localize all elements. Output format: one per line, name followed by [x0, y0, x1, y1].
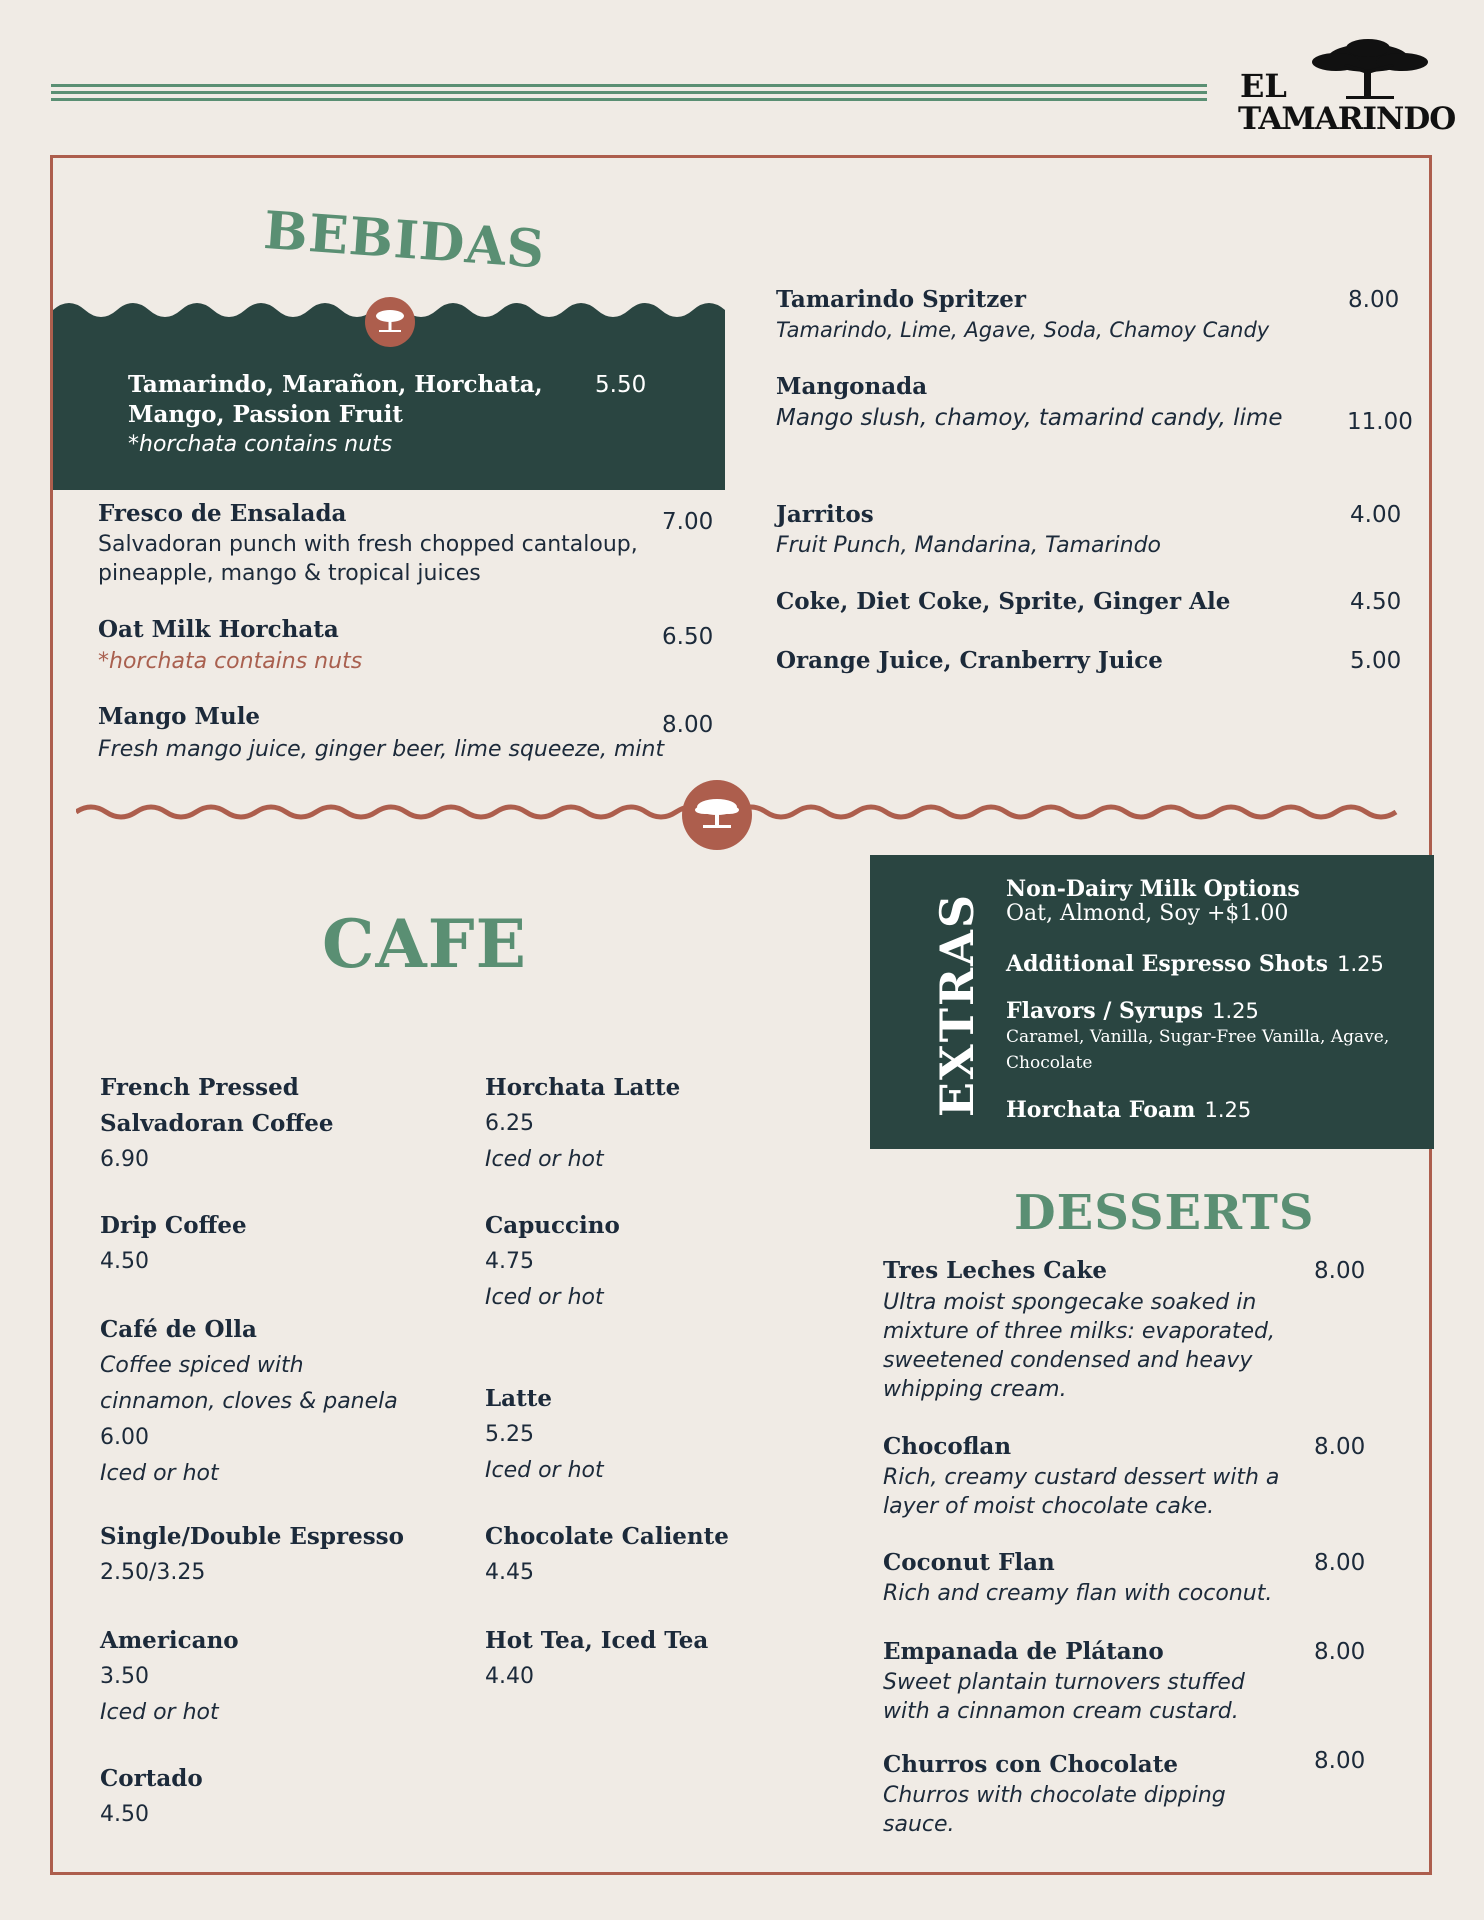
cafe-item [485, 1519, 825, 1591]
item-name: Cortado [100, 1765, 203, 1792]
tree-badge-icon [364, 296, 416, 348]
item-price: 6.25 [485, 1111, 534, 1136]
item-name: Chocolate Caliente [485, 1523, 729, 1550]
brand-line1: EL [1240, 67, 1287, 105]
extras-foam [1006, 1097, 1251, 1123]
header-stripe [51, 91, 1207, 94]
item-desc: Tamarindo, Lime, Agave, Soda, Chamoy Candy [776, 318, 1270, 342]
item-price: 4.00 [1350, 502, 1402, 528]
item-name: Coke, Diet Coke, Sprite, Ginger Ale [776, 588, 1231, 615]
item-name: Single/Double Espresso [100, 1523, 404, 1550]
cafe-item [100, 1623, 430, 1731]
item-name: Drip Coffee [100, 1212, 247, 1239]
item-desc: Coffee spiced with cinnamon, cloves & panela [100, 1353, 398, 1414]
item-price: 11.00 [1347, 409, 1413, 435]
aguas-frescas-name: Tamarindo, Marañon, Horchata, Mango, Passion Fruit [128, 371, 543, 428]
item-price: 4.45 [485, 1560, 534, 1585]
cafe-item [485, 1208, 815, 1316]
item-price: 6.50 [662, 624, 714, 650]
extras-espresso-name: Additional Espresso Shots [1006, 951, 1328, 977]
item-price: 8.00 [1314, 1258, 1366, 1284]
item-name: Hot Tea, Iced Tea [485, 1627, 709, 1654]
extras-espresso [1006, 951, 1384, 977]
item-name: Fresco de Ensalada [98, 500, 347, 527]
item-name: Tres Leches Cake [883, 1257, 1108, 1284]
header-stripe [51, 84, 1207, 87]
extras-espresso-price: 1.25 [1337, 952, 1384, 976]
item-name: Americano [100, 1627, 239, 1654]
extras-title: EXTRAS [930, 892, 984, 1118]
item-price: 8.00 [1314, 1434, 1366, 1460]
item-price: 5.00 [1350, 648, 1402, 674]
item-note: Iced or hot [485, 1147, 604, 1172]
item-name: Chocoflan [883, 1433, 1012, 1460]
item-price: 5.25 [485, 1422, 534, 1447]
extras-flavors-desc: Caramel, Vanilla, Sugar-Free Vanilla, Agave, Chocolate [1006, 1027, 1390, 1073]
item-price: 7.00 [662, 509, 714, 535]
item-desc: Mango slush, chamoy, tamarind candy, lime [776, 405, 1283, 431]
extras-flavors [1006, 998, 1259, 1024]
cafe-title: CAFE [322, 905, 527, 983]
item-price: 6.90 [100, 1147, 149, 1172]
item-price: 8.00 [1314, 1748, 1366, 1774]
item-note: Iced or hot [485, 1458, 604, 1483]
item-name: Mango Mule [98, 703, 261, 730]
desserts-title: DESSERTS [1014, 1185, 1315, 1241]
aguas-frescas-note: *horchata contains nuts [128, 432, 393, 457]
tree-badge-icon [681, 779, 753, 851]
extras-milk-desc: Oat, Almond, Soy +$1.00 [1006, 901, 1289, 926]
item-name: Orange Juice, Cranberry Juice [776, 647, 1163, 674]
cafe-item [485, 1623, 815, 1695]
item-price: 4.40 [485, 1664, 534, 1689]
item-price: 4.50 [1350, 589, 1402, 615]
item-price: 8.00 [1314, 1639, 1366, 1665]
cafe-item [100, 1070, 400, 1178]
item-price: 8.00 [1314, 1550, 1366, 1576]
brand-logo [1238, 38, 1456, 138]
item-price: 4.50 [100, 1802, 149, 1827]
item-desc: Rich and creamy flan with coconut. [883, 1581, 1273, 1606]
extras-milk-name: Non-Dairy Milk Options [1006, 876, 1300, 902]
item-name: Horchata Latte [485, 1074, 681, 1101]
item-desc: Churros with chocolate dipping sauce. [883, 1783, 1226, 1837]
extras-flavors-name: Flavors / Syrups [1006, 998, 1204, 1024]
item-name: Tamarindo Spritzer [776, 286, 1027, 313]
cafe-item [485, 1070, 815, 1178]
item-name: French Pressed Salvadoran Coffee [100, 1074, 334, 1137]
item-price: 6.00 [100, 1425, 149, 1450]
item-name: Capuccino [485, 1212, 620, 1239]
item-desc: Salvadoran punch with fresh chopped cantaloup, pineapple, mango & tropical juices [98, 532, 638, 586]
item-desc: Sweet plantain turnovers stuffed with a cinnamon cream custard. [883, 1670, 1245, 1724]
cafe-item [100, 1519, 440, 1591]
item-desc: Fresh mango juice, ginger beer, lime squeeze, mint [98, 737, 665, 762]
item-name: Café de Olla [100, 1316, 257, 1343]
cafe-item [485, 1381, 815, 1489]
extras-foam-name: Horchata Foam [1006, 1097, 1196, 1123]
cafe-item [100, 1208, 430, 1280]
item-name: Empanada de Plátano [883, 1638, 1164, 1665]
item-note: Iced or hot [100, 1700, 219, 1725]
item-note: Iced or hot [485, 1285, 604, 1310]
cafe-item [100, 1312, 430, 1492]
item-note: *horchata contains nuts [98, 649, 363, 674]
item-name: Churros con Chocolate [883, 1751, 1178, 1778]
cafe-item [100, 1761, 430, 1833]
item-name: Jarritos [776, 501, 874, 528]
item-desc: Fruit Punch, Mandarina, Tamarindo [776, 533, 1162, 558]
item-desc: Ultra moist spongecake soaked in mixture of three milks: evaporated, sweetened condensed and heavy whipping cream. [883, 1290, 1275, 1402]
item-name: Coconut Flan [883, 1549, 1055, 1576]
item-price: 8.00 [662, 712, 714, 738]
extras-foam-price: 1.25 [1204, 1098, 1252, 1122]
item-price: 3.50 [100, 1664, 149, 1689]
aguas-frescas-price: 5.50 [595, 372, 647, 398]
item-name: Latte [485, 1385, 552, 1412]
item-note: Iced or hot [100, 1461, 219, 1486]
extras-flavors-price: 1.25 [1212, 999, 1259, 1023]
bebidas-title: BEBIDAS [261, 200, 548, 281]
item-price: 8.00 [1348, 287, 1400, 313]
item-name: Oat Milk Horchata [98, 616, 339, 643]
header-stripe [51, 98, 1207, 101]
item-price: 4.75 [485, 1249, 534, 1274]
item-price: 2.50/3.25 [100, 1560, 206, 1585]
item-desc: Rich, creamy custard dessert with a layer of moist chocolate cake. [883, 1465, 1280, 1519]
item-name: Mangonada [776, 373, 928, 400]
brand-line2: TAMARINDO [1238, 101, 1456, 137]
item-price: 4.50 [100, 1249, 149, 1274]
